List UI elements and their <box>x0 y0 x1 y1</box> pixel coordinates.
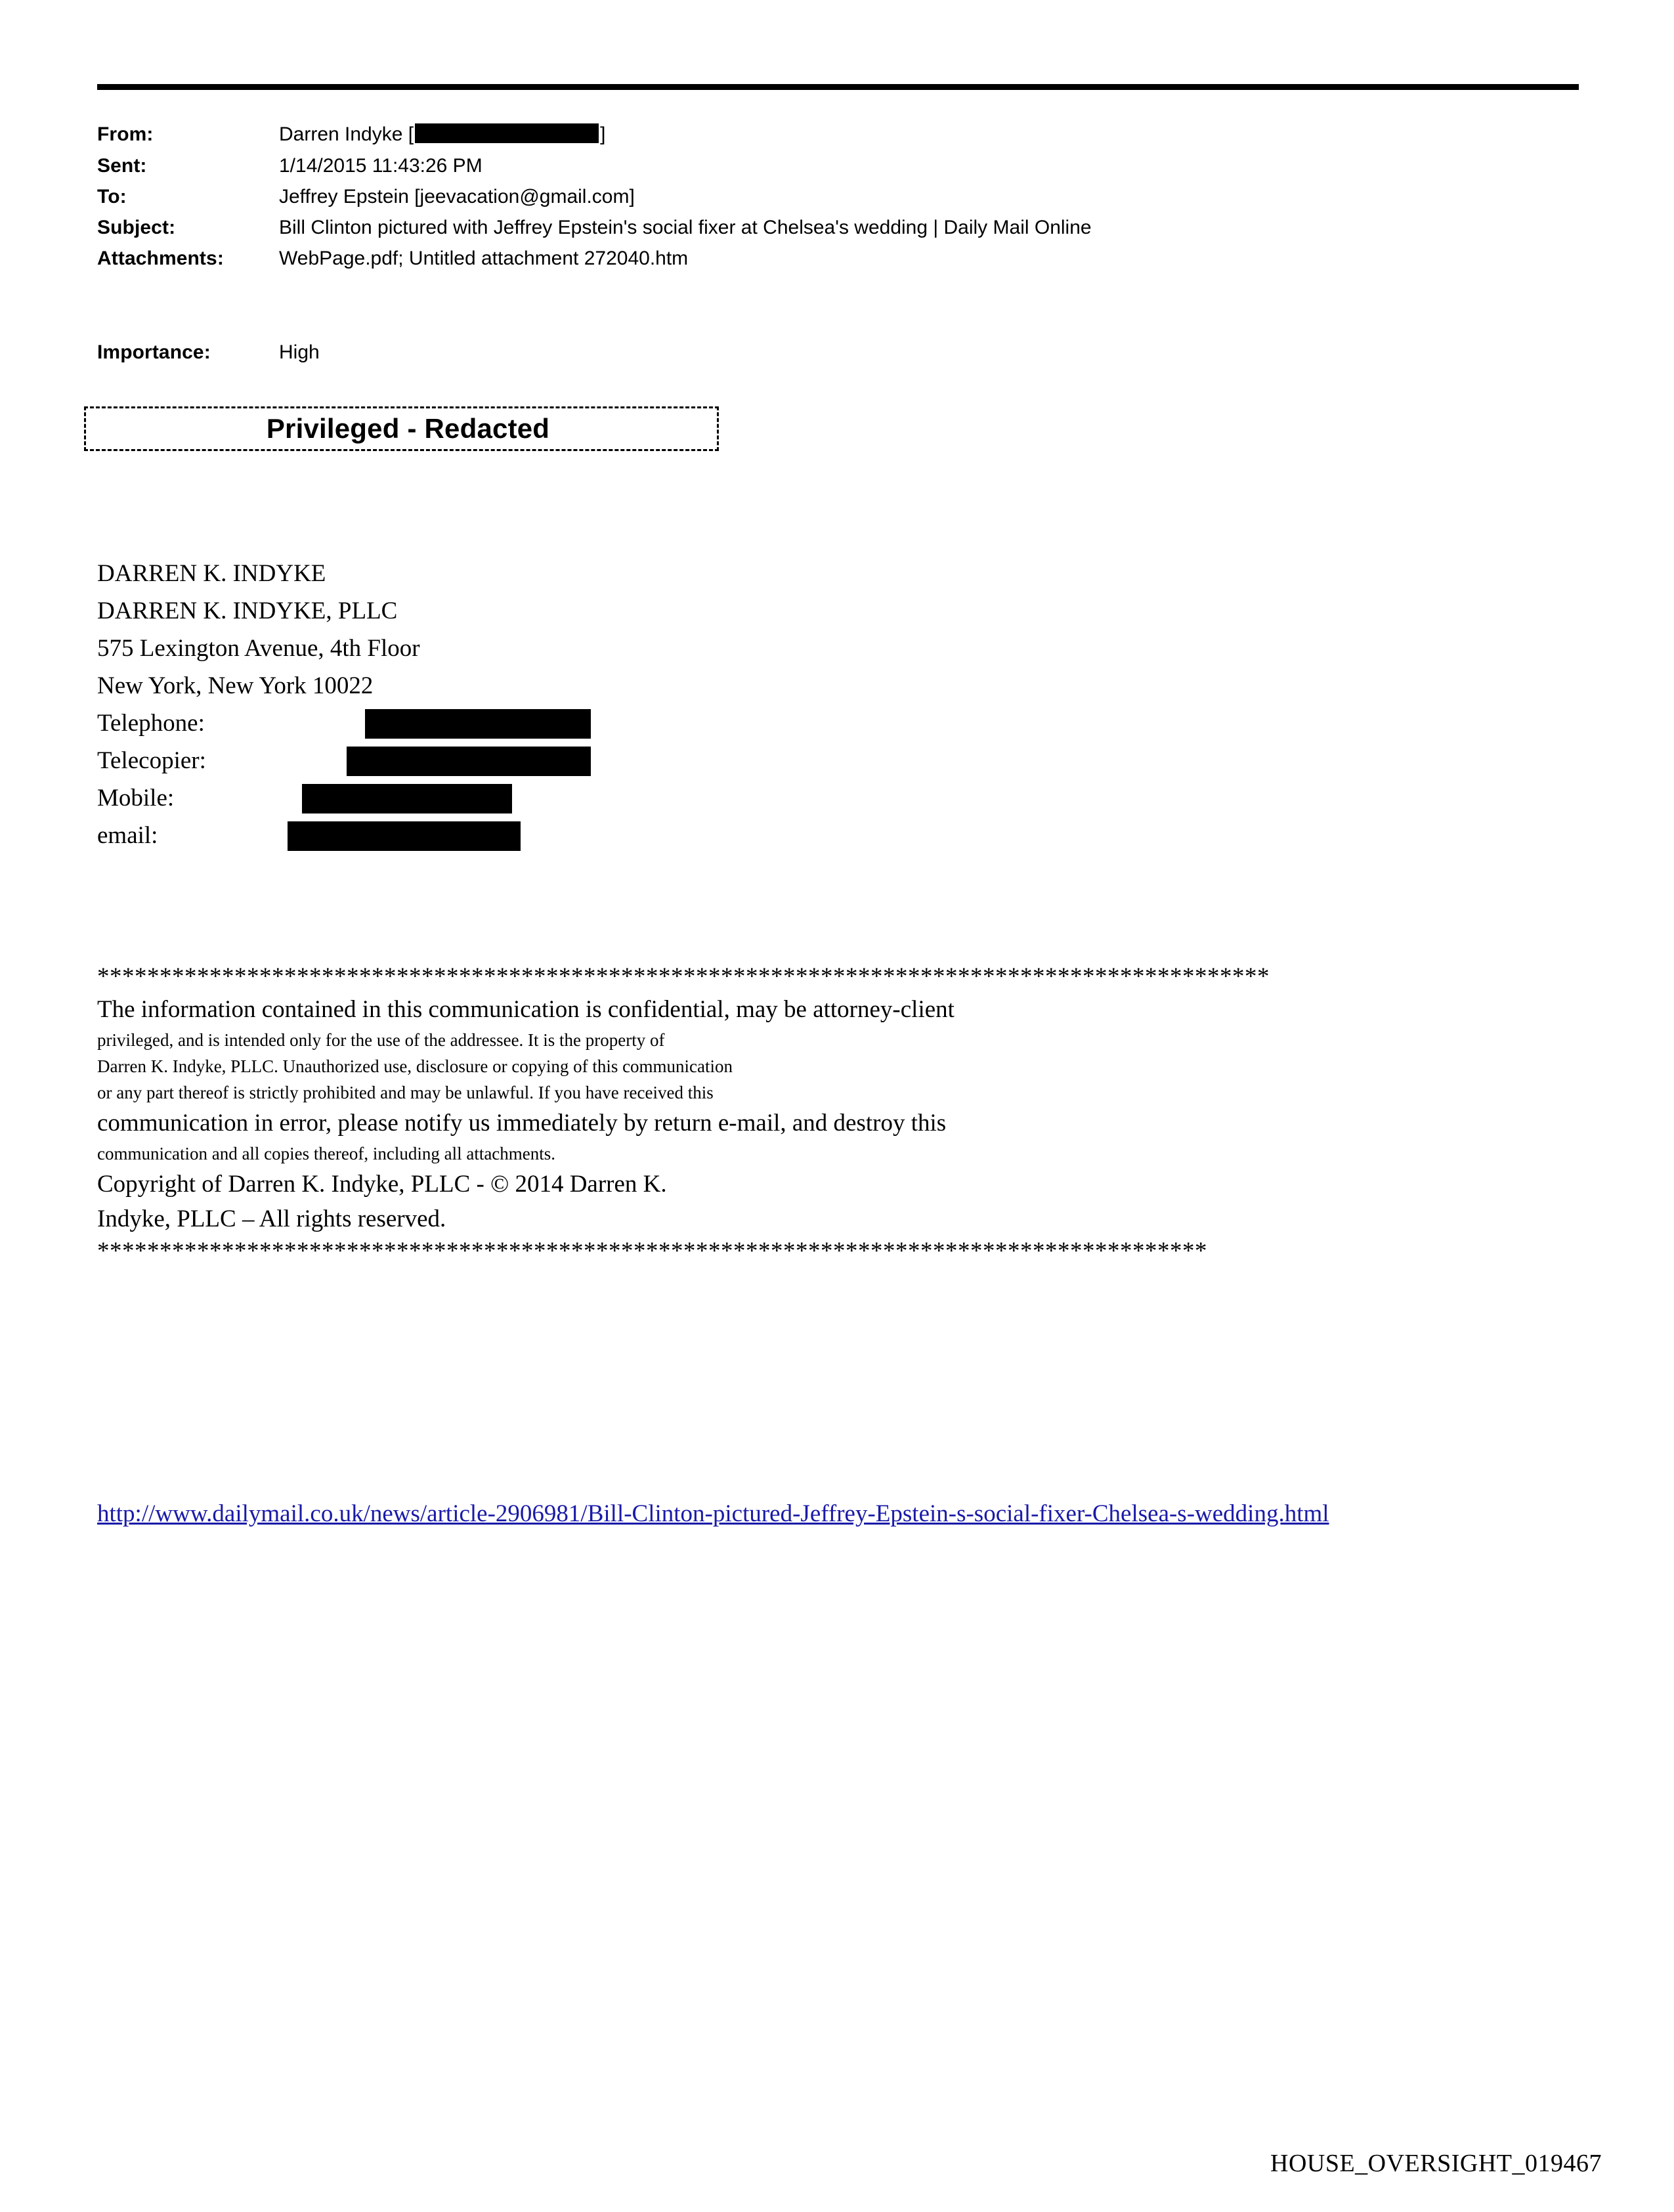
disclaimer-line-1: The information contained in this communication is confidential, may be attorney-client <box>97 996 955 1023</box>
confidentiality-disclaimer <box>97 962 1587 1267</box>
disclaimer-stars-bottom: ***************************************************************************************** <box>97 1238 1207 1265</box>
header-row-to <box>97 187 1581 207</box>
article-link[interactable]: http://www.dailymail.co.uk/news/article-2906981/Bill-Clinton-pictured-Jeffrey-Epstein-s-social-fixer-Chelsea-s-wedding.html <box>97 1500 1329 1527</box>
signature-mobile <box>97 779 420 817</box>
header-row-from <box>97 125 1581 145</box>
privileged-redacted-stamp-label: Privileged - Redacted <box>266 413 550 444</box>
privileged-redacted-stamp <box>84 406 719 451</box>
bates-number: HOUSE_OVERSIGHT_019467 <box>1270 2150 1602 2177</box>
header-row-attachments <box>97 249 1581 269</box>
header-row-importance <box>97 341 320 364</box>
signature-name: DARREN K. INDYKE <box>97 560 326 587</box>
disclaimer-line-4: or any part thereof is strictly prohibited and may be unlawful. If you have received this <box>97 1083 714 1102</box>
header-label-subject: Subject: <box>97 217 176 239</box>
signature-telephone-label: Telephone: <box>97 710 205 737</box>
signature-email-label: email: <box>97 822 158 849</box>
disclaimer-line-3: Darren K. Indyke, PLLC. Unauthorized use, disclosure or copying of this communication <box>97 1056 733 1076</box>
signature-address-line2: New York, New York 10022 <box>97 672 374 699</box>
signature-block <box>97 555 420 854</box>
article-link-block <box>97 1497 1587 1531</box>
disclaimer-line-7: Copyright of Darren K. Indyke, PLLC - © 2014 Darren K. <box>97 1171 667 1198</box>
disclaimer-line-8: Indyke, PLLC – All rights reserved. <box>97 1205 446 1232</box>
disclaimer-line-2: privileged, and is intended only for the use of the addressee. It is the property of <box>97 1030 665 1050</box>
header-label-sent: Sent: <box>97 155 147 177</box>
header-value-subject: Bill Clinton pictured with Jeffrey Epstein's social fixer at Chelsea's wedding | Daily Mail Online <box>279 217 1092 239</box>
header-label-to: To: <box>97 186 127 208</box>
header-value-from: Darren Indyke [ ] <box>279 123 606 145</box>
signature-address-line1: 575 Lexington Avenue, 4th Floor <box>97 635 420 662</box>
signature-telephone <box>97 705 420 742</box>
redaction-bar-telephone <box>365 709 591 739</box>
header-value-sent: 1/14/2015 11:43:26 PM <box>279 155 483 177</box>
disclaimer-stars-top: ********************************************************************************************** <box>97 963 1270 990</box>
disclaimer-line-5: communication in error, please notify us immediately by return e-mail, and destroy this <box>97 1110 947 1137</box>
signature-firm: DARREN K. INDYKE, PLLC <box>97 597 398 624</box>
header-label-from: From: <box>97 123 154 145</box>
header-label-attachments: Attachments: <box>97 248 224 270</box>
redaction-bar-telecopier <box>347 747 591 776</box>
redaction-bar-from-email <box>415 123 599 143</box>
header-value-to: Jeffrey Epstein [jeevacation@gmail.com] <box>279 186 635 208</box>
disclaimer-line-6: communication and all copies thereof, including all attachments. <box>97 1144 556 1163</box>
signature-email <box>97 817 420 854</box>
header-row-sent <box>97 156 1581 176</box>
email-header-block <box>97 125 1581 280</box>
header-row-subject <box>97 218 1581 238</box>
signature-telecopier <box>97 742 420 779</box>
header-label-importance: Importance: <box>97 341 211 363</box>
signature-mobile-label: Mobile: <box>97 785 175 812</box>
header-rule <box>97 84 1579 90</box>
redaction-bar-email <box>288 821 521 851</box>
header-value-attachments: WebPage.pdf; Untitled attachment 272040.htm <box>279 248 689 270</box>
signature-telecopier-label: Telecopier: <box>97 747 206 774</box>
redaction-bar-mobile <box>302 784 512 813</box>
header-value-importance: High <box>279 341 320 363</box>
